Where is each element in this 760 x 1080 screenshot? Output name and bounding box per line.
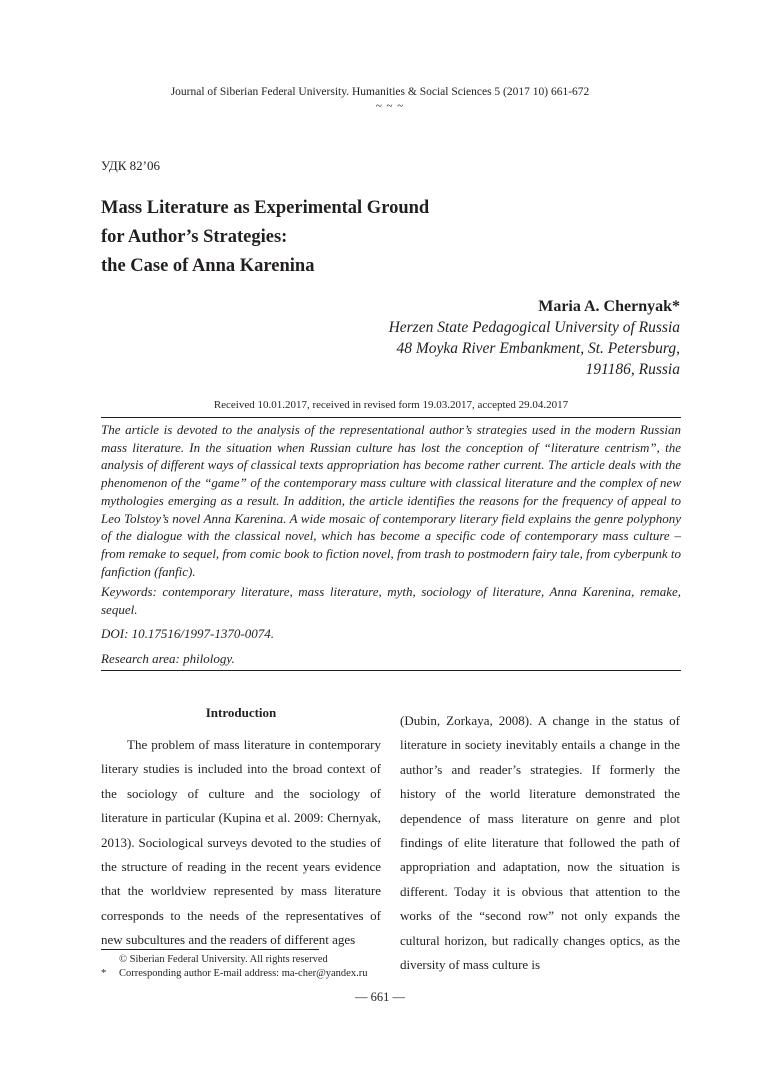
title-line-1: Mass Literature as Experimental Ground xyxy=(101,198,430,218)
affiliation-line-3: 191186, Russia xyxy=(585,361,680,378)
left-column xyxy=(101,703,381,953)
udk-code: УДК 82’06 xyxy=(101,158,161,173)
title-line-3: the Case of Anna Karenina xyxy=(101,256,315,276)
abstract-bottom-rule xyxy=(101,670,681,671)
abstract xyxy=(101,421,681,580)
section-heading-introduction: Introduction xyxy=(205,705,277,720)
author-name: Maria A. Chernyak* xyxy=(538,298,680,315)
copyright-text: © Siberian Federal University. All rights reserved xyxy=(119,954,328,965)
journal-header: Journal of Siberian Federal University. Humanities & Social Sciences 5 (2017 10) 661-672 xyxy=(170,86,590,98)
right-column xyxy=(400,709,680,977)
corresponding-author-text: Corresponding author E-mail address: ma-cher@yandex.ru xyxy=(119,968,368,979)
header-ornament: ~ ~ ~ xyxy=(375,100,405,112)
doi: DOI: 10.17516/1997-1370-0074. xyxy=(101,626,274,641)
affiliation-line-1: Herzen State Pedagogical University of Russia xyxy=(388,319,680,336)
footnote-copyright xyxy=(101,954,328,965)
footnote-rule xyxy=(101,949,319,950)
keywords: Keywords: contemporary literature, mass literature, myth, sociology of literature, Anna Karenina, remake, sequel. xyxy=(101,584,681,617)
author-block xyxy=(389,296,680,380)
abstract-top-rule xyxy=(101,417,681,418)
article-title xyxy=(101,194,621,281)
received-dates: Received 10.01.2017, received in revised form 19.03.2017, accepted 29.04.2017 xyxy=(213,399,569,411)
title-line-2: for Author’s Strategies: xyxy=(101,227,288,247)
footnote-corresponding xyxy=(101,968,367,979)
page-number: — 661 — xyxy=(355,990,405,1004)
affiliation-line-2: 48 Moyka River Embankment, St. Petersburg, xyxy=(396,340,680,357)
intro-paragraph-right: (Dubin, Zorkaya, 2008). A change in the status of literature in society inevitably entails a change in the author’s and reader’s strategies. If formerly the history of the world literature demonstrated the dependence of mass literature on genre and plot findings of elite literature that followed the path of appropriation and adaptation, now the situation is different. Today it is obvious that attention to the works of the “second row” not only expands the cultural horizon, but radically changes optics, as the diversity of mass culture is xyxy=(400,713,680,973)
research-area: Research area: philology. xyxy=(101,651,235,666)
footnote-star: * xyxy=(101,968,107,979)
intro-paragraph-left: The problem of mass literature in contemporary literary studies is included into the broad context of the sociology of culture and the sociology of literature in particular (Kupina et al. 2009: Chernyak, 2013). Sociological surveys devoted to the studies of the structure of reading in the recent years evidence that the worldview represented by mass literature corresponds to the needs of the representatives of new subcultures and the readers of different ages xyxy=(101,737,381,948)
abstract-text: The article is devoted to the analysis of the representational author’s strategies used in the modern Russian mass literature. In the situation when Russian culture has lost the conception of “literature centrism”, the analysis of different ways of classical texts appropriation has become rather current. The article deals with the phenomenon of the “game” of the contemporary mass culture with classical literature and the complex of new mythologies emerging as a result. In addition, the article identifies the reasons for the frequency of appeal to Leo Tolstoy’s novel Anna Karenina. A wide mosaic of contemporary literary field explains the genre polyphony of the dialogue with the classical novel, which has become a specific code of contemporary mass culture – from remake to sequel, from comic book to fiction novel, from trash to postmodern fairy tale, from cyberpunk to fanfiction (fanfic). xyxy=(101,422,681,579)
